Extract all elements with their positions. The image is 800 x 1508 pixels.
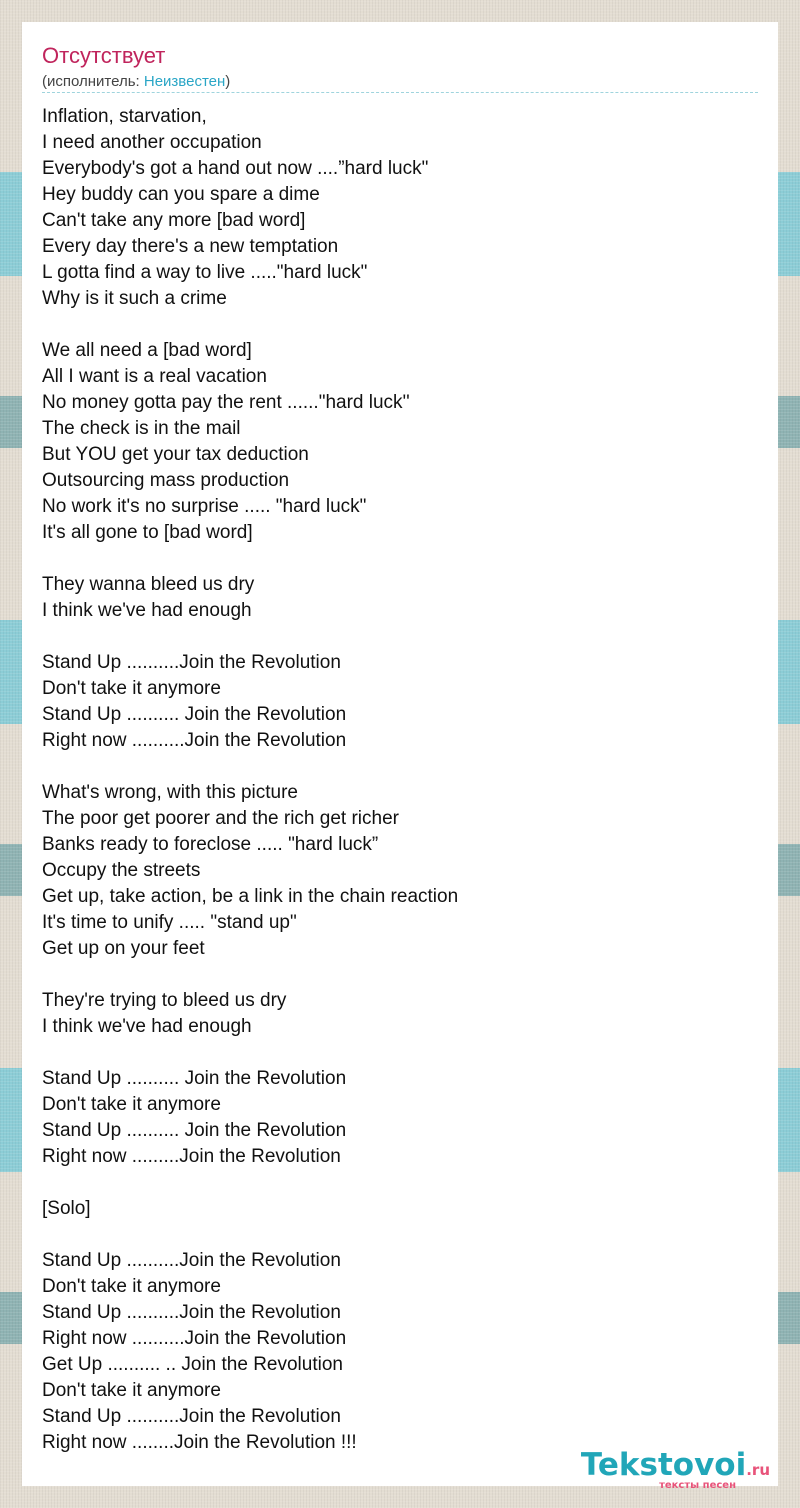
artist-byline [42,72,230,92]
title-divider [42,92,758,93]
byline-suffix: ) [225,73,231,90]
logo-subtitle: тексты песен [659,1480,736,1491]
lyrics-card [22,22,778,1491]
song-title: Отсутствует [42,43,166,68]
byline-prefix: (исполнитель: [42,73,144,90]
site-logo[interactable] [580,1447,770,1491]
logo-tld: .ru [746,1461,770,1479]
artist-link[interactable]: Неизвестен [143,73,226,90]
logo-wordmark: Tekstovoi [580,1447,747,1483]
lyrics-text: Inflation, starvation, I need another occupation Everybody's got a hand out now ....”hard luck" Hey buddy can you spare a dime Can't take any more [bad word] Every day there's a new temptation L gotta find a way to live ....."hard luck" Why is it such a crime We all need a [bad word] All I want is a real vacation No money gotta pay the rent ......"hard luck'' The check is in the mail But YOU get your tax deduction Outsourcing mass production No work it's no surprise ..... "hard luck" It's all gone to [bad word] They wanna bleed us dry I think we've had enough Stand Up ..........Join the Revolution Don't take it anymore Stand Up .......... Join the Revolution Right now ..........Join the Revolution What's wrong, with this picture The poor get poorer and the rich get richer Banks ready to foreclose ..... "hard luck” Occupy the streets Get up, take action, be a link in the chain reaction It's time to unify ..... "stand up" Get up on your feet They're trying to bleed us dry I think we've had enough Stand Up .......... Join the Revolution Don't take it anymore Stand Up .......... Join the Revolution Right now .........Join the Revolution [Solo] Stand Up ..........Join the Revolution Don't take it anymore Stand Up ..........Join the Revolution Right now ..........Join the Revolution Get Up .......... .. Join the Revolution Don't take it anymore Stand Up ..........Join the Revolution Right now ........Join the Revolution !!! [42,106,459,1453]
